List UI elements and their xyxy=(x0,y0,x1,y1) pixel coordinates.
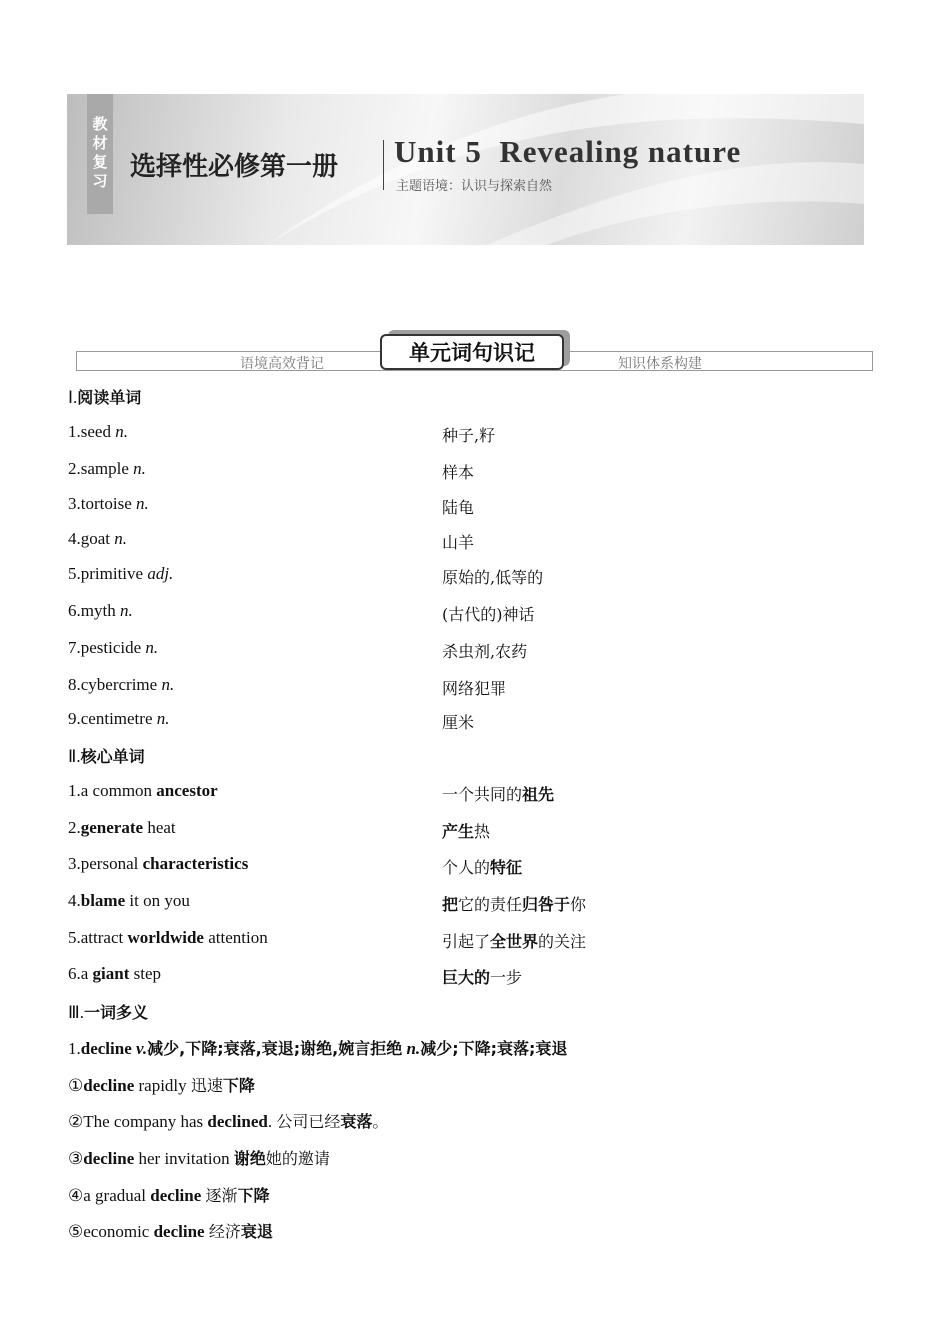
polysemy-example: ①decline rapidly 迅速下降 xyxy=(68,1076,255,1095)
section-left-label: 语境高效背记 xyxy=(240,356,324,372)
polysemy-heading: Ⅲ.一词多义 xyxy=(68,1003,148,1022)
phrase-meaning: 巨大的一步 xyxy=(442,968,523,987)
vocab-item: 9.centimetre n. xyxy=(68,709,170,728)
phrase-meaning: 引起了全世界的关注 xyxy=(442,932,587,951)
reading-words-heading: Ⅰ.阅读单词 xyxy=(68,388,142,407)
vocab-item: 1.seed n. xyxy=(68,422,128,441)
unit-theme: 主题语境：认识与探索自然 xyxy=(396,179,553,194)
polysemy-example: ⑤economic decline 经济衰退 xyxy=(68,1222,273,1241)
polysemy-example: ③decline her invitation 谢绝她的邀请 xyxy=(68,1149,330,1168)
phrase-meaning: 一个共同的祖先 xyxy=(442,785,555,804)
core-words-heading: Ⅱ.核心单词 xyxy=(68,747,145,766)
vocab-meaning: 网络犯罪 xyxy=(442,679,507,698)
section-right-label: 知识体系构建 xyxy=(618,356,702,372)
section-title: 单元词句识记 xyxy=(380,334,564,370)
phrase-meaning: 个人的特征 xyxy=(442,858,523,877)
banner-tag: 教材复习 xyxy=(87,94,113,214)
vocab-item: 2.sample n. xyxy=(68,459,146,478)
phrase-item: 2.generate heat xyxy=(68,818,176,837)
polysemy-example: ②The company has declined. 公司已经衰落。 xyxy=(68,1112,389,1131)
vocab-meaning: 杀虫剂,农药 xyxy=(442,642,528,661)
vocab-item: 7.pesticide n. xyxy=(68,638,159,657)
phrase-item: 5.attract worldwide attention xyxy=(68,928,268,947)
phrase-item: 3.personal characteristics xyxy=(68,854,249,873)
vocab-meaning: 原始的,低等的 xyxy=(442,568,544,587)
polysemy-entry: 1.decline v.减少,下降;衰落,衰退;谢绝,婉言拒绝 n.减少;下降;衰落;衰退 xyxy=(68,1039,568,1058)
vocab-item: 5.primitive adj. xyxy=(68,564,174,583)
phrase-item: 4.blame it on you xyxy=(68,891,190,910)
vocab-meaning: 厘米 xyxy=(442,713,475,732)
phrase-meaning: 把它的责任归咎于你 xyxy=(442,895,587,914)
book-title: 选择性必修第一册 xyxy=(130,152,339,182)
phrase-item: 6.a giant step xyxy=(68,964,162,983)
phrase-meaning: 产生热 xyxy=(442,822,491,841)
vocab-meaning: 样本 xyxy=(442,463,475,482)
vocab-item: 3.tortoise n. xyxy=(68,494,149,513)
banner-divider xyxy=(383,140,384,190)
vocab-meaning: 种子,籽 xyxy=(442,426,496,445)
vocab-meaning: 山羊 xyxy=(442,533,475,552)
vocab-item: 8.cybercrime n. xyxy=(68,675,175,694)
unit-title: Unit 5 Revealing nature xyxy=(394,134,742,169)
polysemy-example: ④a gradual decline 逐渐下降 xyxy=(68,1186,270,1205)
vocab-item: 4.goat n. xyxy=(68,529,128,548)
phrase-item: 1.a common ancestor xyxy=(68,781,218,800)
vocab-meaning: (古代的)神话 xyxy=(442,605,535,624)
vocab-meaning: 陆龟 xyxy=(442,498,475,517)
vocab-item: 6.myth n. xyxy=(68,601,133,620)
chapter-banner xyxy=(67,94,864,245)
